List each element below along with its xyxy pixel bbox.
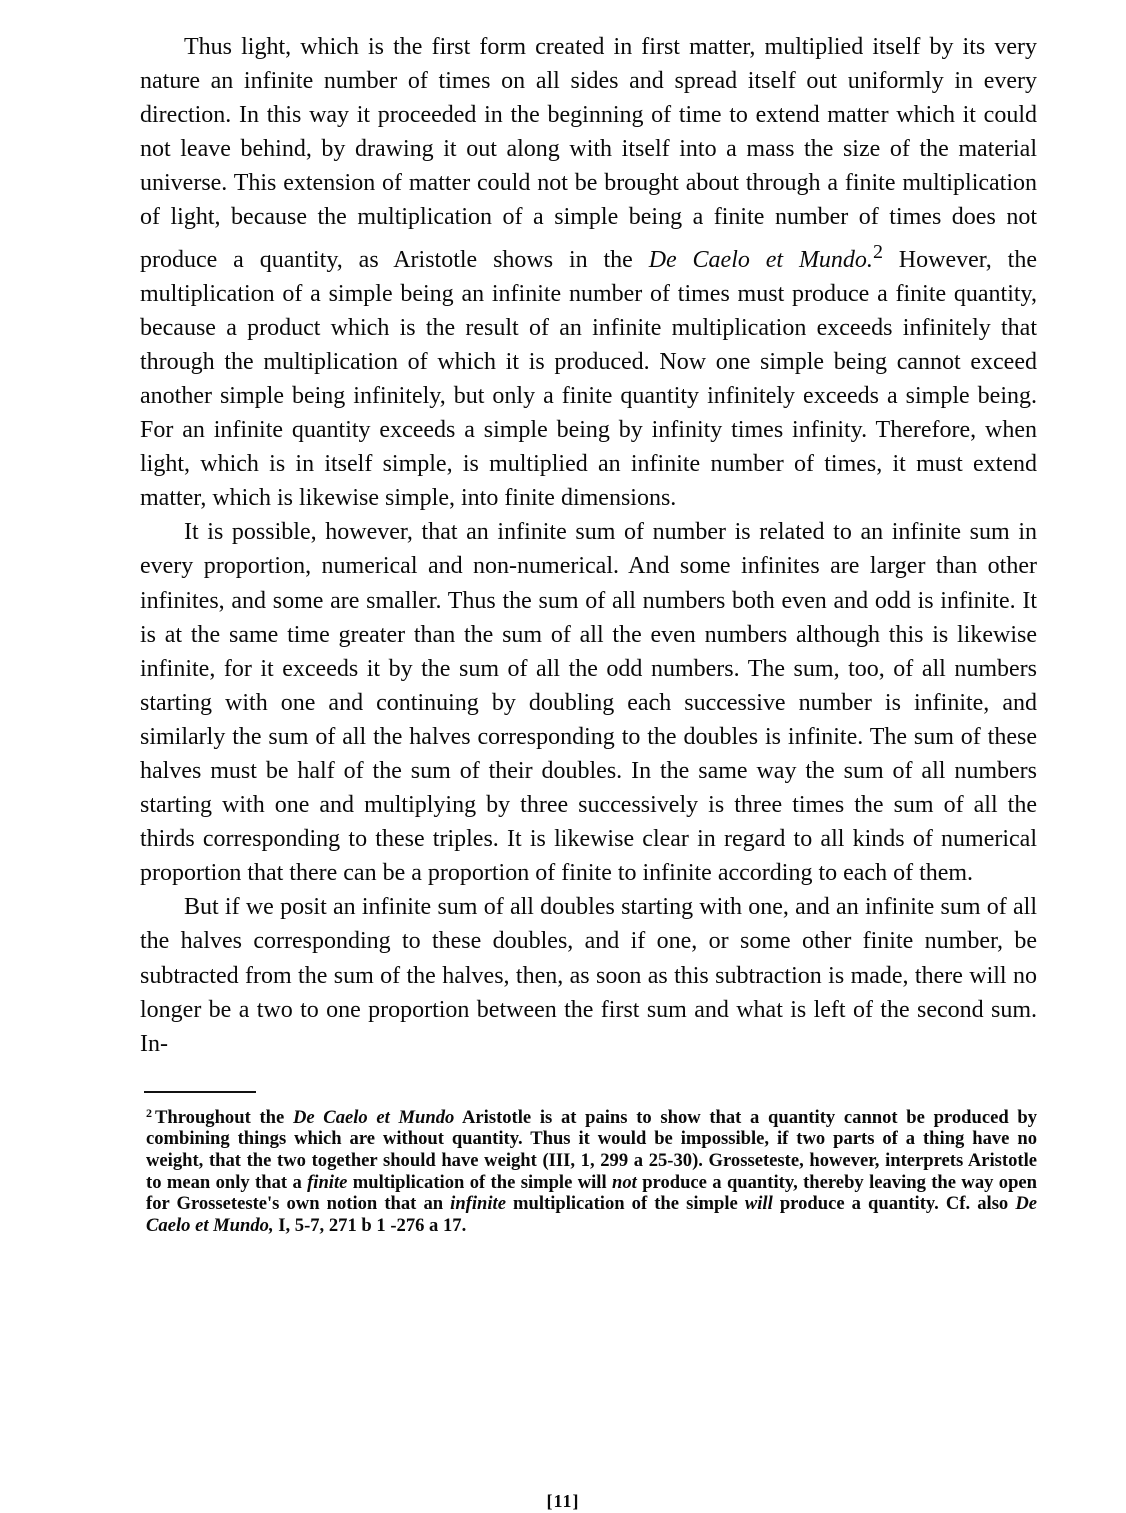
italic-title: not <box>612 1171 637 1193</box>
text-run: However, the multiplication of a simple being an infinite number of times must produce a finite quantity, because a product which is the result of an infinite multiplication exceeds infinitely that through the multiplication of which it is produced. Now one simple being cannot exceed another simple being infinitely, but only a finite quantity infinitely exceeds a simple being. For an infinite quantity exceeds a simple being by infinity times infinity. Therefore, when light, which is in itself simple, is multiplied an infinite number of times, it must extend matter, which is likewise simple, into finite dimensions. <box>140 246 1038 512</box>
italic-title: De Caelo et Mundo. <box>648 246 873 273</box>
text-run: multiplication of the simple will <box>347 1171 613 1193</box>
text-run: Throughout the <box>155 1106 293 1128</box>
body-text <box>140 30 1037 1061</box>
page-number: [11] <box>546 1491 580 1511</box>
italic-title: De Caelo et Mundo, <box>146 1193 1037 1236</box>
paragraph <box>140 30 1037 515</box>
footnote-divider <box>144 1091 256 1093</box>
paragraph <box>140 890 1037 1060</box>
text-run: I, 5-7, 271 b 1 -276 a 17. <box>273 1214 467 1236</box>
text-run: It is possible, however, that an infinite sum of number is related to an infinite sum in every proportion, numerical and non-numerical. And some infinites are larger than other infinites, and some are smaller. Thus the sum of all numbers both even and odd is infinite. It is at the same time greater than the sum of all the even numbers although this is likewise infinite, for it exceeds it by the sum of all the odd numbers. The sum, too, of all numbers starting with one and continuing by doubling each successive number is infinite, and similarly the sum of all the halves corresponding to the doubles is infinite. The sum of these halves must be half of the sum of their doubles. In the same way the sum of all numbers starting with one and multiplying by three successively is three times the sum of all the thirds corresponding to these triples. It is likewise clear in regard to all kinds of numerical proportion that there can be a proportion of finite to infinite according to each of them. <box>140 519 1037 887</box>
footnote <box>146 1103 1037 1237</box>
page-content <box>140 30 1037 1236</box>
italic-title: will <box>744 1193 773 1215</box>
italic-title: finite <box>307 1171 348 1193</box>
text-run: produce a quantity, thereby leaving the way open for Grosseteste's own notion that an <box>146 1171 1038 1215</box>
text-run: Aristotle is at pains to show that a quantity cannot be produced by combining things which are without quantity. Thus it would be impossible, if two parts of a thing have no weight, that the two together should have weight (III, 1, 299 a 25-30). Grosseteste, however, interprets Aristotle to mean only that a <box>146 1106 1037 1193</box>
italic-title: De Caelo et Mundo <box>292 1106 455 1128</box>
footnote-text <box>146 1107 1037 1236</box>
footnote-marker: 2 <box>146 1105 152 1120</box>
text-run: produce a quantity. Cf. also <box>772 1193 1016 1215</box>
italic-title: infinite <box>450 1193 506 1215</box>
text-run: multiplication of the simple <box>505 1193 745 1215</box>
footnote-reference: 2 <box>872 240 883 263</box>
text-run: But if we posit an infinite sum of all doubles starting with one, and an infinite sum of all the halves corresponding to these doubles, and if one, or some other finite number, be subtracted from the sum of the halves, then, as soon as this subtraction is made, there will no longer be a two to one proportion between the first sum and what is left of the second sum. In- <box>140 894 1037 1057</box>
text-run: Thus light, which is the first form created in first matter, multiplied itself by its very nature an infinite number of times on all sides and spread itself out uniformly in every direction. In this way it proceeded in the beginning of time to extend matter which it could not leave behind, by drawing it out along with itself into a mass the size of the material universe. This extension of matter could not be brought about through a finite multiplication of light, because the multiplication of a simple being a finite number of times does not produce a quantity, as Aristotle shows in the <box>140 34 1037 273</box>
paragraph <box>140 515 1037 890</box>
